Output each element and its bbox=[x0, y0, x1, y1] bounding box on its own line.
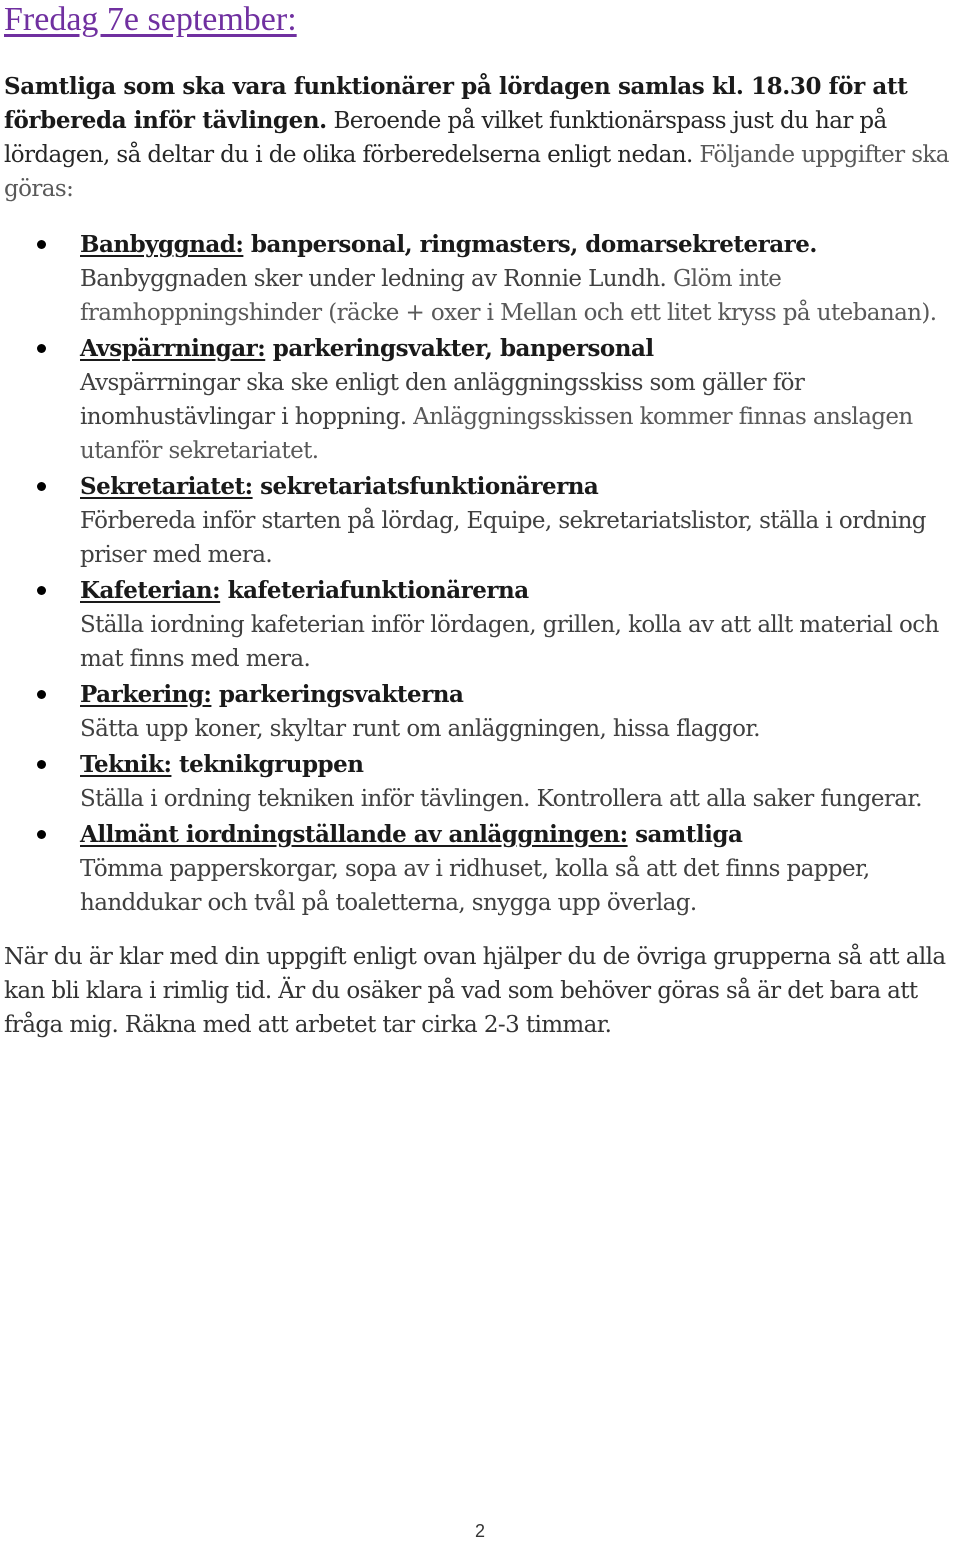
task-assignees: teknikgruppen bbox=[171, 751, 364, 778]
task-desc-main: Banbyggnaden sker under ledning av Ronnie Lundh. bbox=[80, 266, 667, 292]
task-name: Sekretariatet: bbox=[80, 473, 253, 500]
intro-bold-lead: Samtliga som ska vara funktionärer på lördagen samlas kl. 18.30 för att förbereda inför tävlingen. bbox=[4, 73, 908, 134]
task-heading bbox=[80, 228, 956, 262]
bullet-icon bbox=[37, 586, 46, 595]
task-assignees: parkeringsvakterna bbox=[211, 681, 464, 708]
task-description bbox=[80, 712, 956, 746]
list-item bbox=[0, 332, 956, 468]
closing-paragraph: När du är klar med din uppgift enligt ovan hjälper du de övriga grupperna så att alla kan bli klara i rimlig tid. Är du osäker på vad som behöver göras så är det bara att fråga mig. Räkna med att arbetet tar cirka 2-3 timmar. bbox=[4, 944, 946, 1038]
task-heading bbox=[80, 574, 956, 608]
task-assignees: sekretariatsfunktionärerna bbox=[252, 473, 599, 500]
task-desc-main: Tömma papperskorgar, sopa av i ridhuset, kolla så att det finns papper, handdukar och tvål på toaletterna, snygga upp överlag. bbox=[80, 856, 870, 916]
task-assignees: banpersonal, ringmasters, domarsekreterare. bbox=[243, 231, 817, 258]
task-heading bbox=[80, 678, 956, 712]
task-name: Banbyggnad: bbox=[80, 231, 244, 258]
task-desc-main: Ställa i ordning tekniken inför tävlingen. Kontrollera att alla saker fungerar. bbox=[80, 786, 922, 812]
task-heading bbox=[80, 332, 956, 366]
task-desc-main: Ställa iordning kafeterian inför lördagen, grillen, kolla av att allt material och mat finns med mera. bbox=[80, 612, 939, 672]
task-description bbox=[80, 782, 956, 816]
bullet-icon bbox=[37, 344, 46, 353]
task-desc-main: Sätta upp koner, skyltar runt om anläggningen, hissa flaggor. bbox=[80, 716, 760, 742]
bullet-icon bbox=[37, 482, 46, 491]
task-desc-extra: Glöm inte framhoppningshinder (räcke + oxer i Mellan och ett litet kryss på utebanan). bbox=[80, 266, 937, 326]
task-name: Parkering: bbox=[80, 681, 212, 708]
task-name: Kafeterian: bbox=[80, 577, 221, 604]
list-item bbox=[0, 470, 956, 572]
task-description bbox=[80, 262, 956, 330]
task-assignees: kafeteriafunktionärerna bbox=[220, 577, 529, 604]
task-assignees: parkeringsvakter, banpersonal bbox=[265, 335, 654, 362]
task-description bbox=[80, 366, 956, 468]
task-heading bbox=[80, 470, 956, 504]
bullet-icon bbox=[37, 690, 46, 699]
task-list bbox=[0, 228, 956, 922]
intro-paragraph bbox=[4, 70, 956, 206]
intro-body-light: Följande uppgifter ska göras: bbox=[4, 142, 949, 202]
task-description bbox=[80, 608, 956, 676]
list-item bbox=[0, 748, 956, 816]
bullet-icon bbox=[37, 240, 46, 249]
intro-body: Beroende på vilket funktionärspass just du har på lördagen, så deltar du i de olika förberedelserna enligt nedan. bbox=[4, 108, 887, 168]
list-item bbox=[0, 678, 956, 746]
list-item bbox=[0, 228, 956, 330]
task-assignees: samtliga bbox=[627, 821, 743, 848]
task-desc-extra: Anläggningsskissen kommer finnas anslagen utanför sekretariatet. bbox=[80, 404, 913, 464]
task-heading bbox=[80, 748, 956, 782]
list-item bbox=[0, 818, 956, 920]
task-name: Allmänt iordningställande av anläggningen: bbox=[80, 821, 628, 848]
page-number: 2 bbox=[474, 1521, 485, 1541]
task-name: Teknik: bbox=[80, 751, 172, 778]
bullet-icon bbox=[37, 760, 46, 769]
list-item bbox=[0, 574, 956, 676]
task-desc-main: Förbereda inför starten på lördag, Equipe, sekretariatslistor, ställa i ordning priser med mera. bbox=[80, 508, 926, 568]
task-description bbox=[80, 504, 956, 572]
page-heading: Fredag 7e september: bbox=[4, 1, 297, 38]
task-desc-main: Avspärrningar ska ske enligt den anläggningsskiss som gäller för inomhustävlingar i hoppning. bbox=[80, 370, 805, 430]
task-description bbox=[80, 852, 956, 920]
task-heading bbox=[80, 818, 956, 852]
bullet-icon bbox=[37, 830, 46, 839]
task-name: Avspärrningar: bbox=[80, 335, 266, 362]
